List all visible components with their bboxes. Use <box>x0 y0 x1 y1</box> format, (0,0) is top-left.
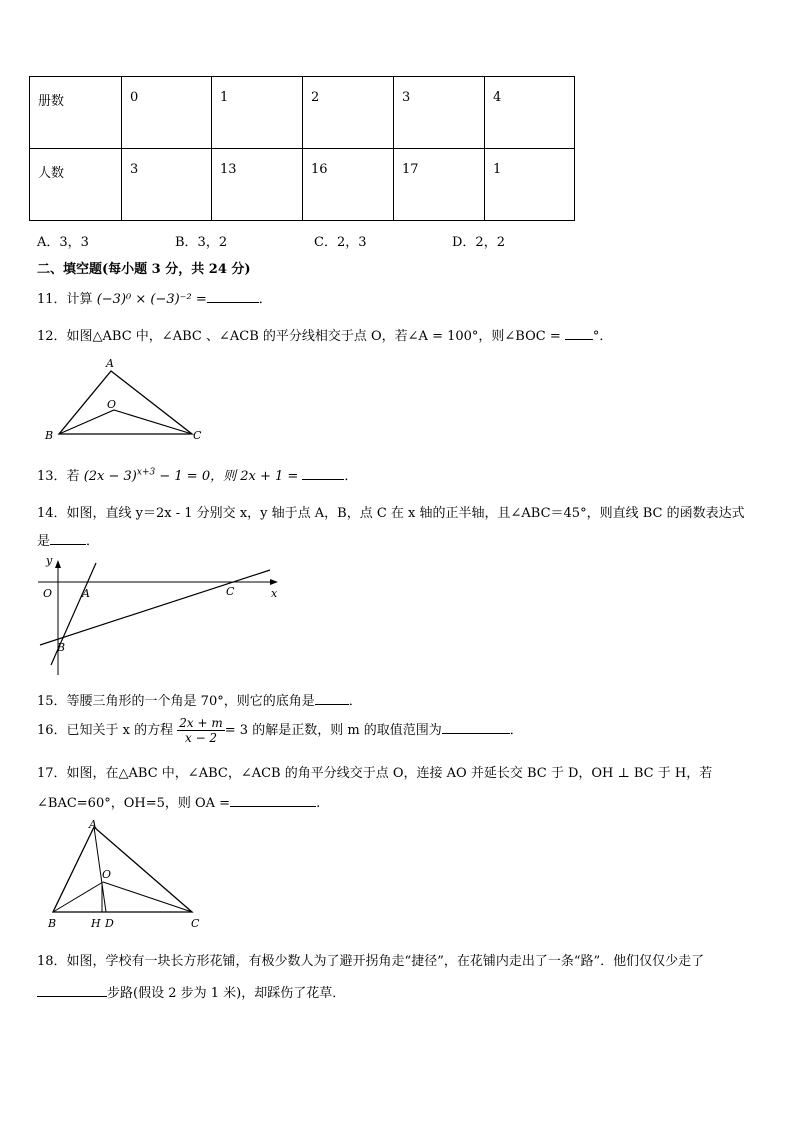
fraction-numerator: 2x + m <box>179 716 223 730</box>
label-o: O <box>107 398 117 411</box>
table-cell: 人数 <box>30 149 122 221</box>
question-number: 16． <box>37 723 67 738</box>
table-cell: 1 <box>485 149 575 221</box>
label-b: B <box>57 641 66 654</box>
math-expression: (−3)⁰ × (−3)⁻² = <box>96 292 207 307</box>
question-11 <box>37 288 272 307</box>
table-cell: 册数 <box>30 77 122 149</box>
choice-c: C．2，3 <box>314 235 367 250</box>
data-table <box>29 76 575 221</box>
question-number: 18． <box>37 954 67 969</box>
question-text: ∠BAC=60°，OH=5，则 OA = <box>37 796 231 811</box>
question-text: = 3 的解是正数，则 m 的取值范围为 <box>224 723 442 738</box>
choice-b: B．3，2 <box>175 235 228 250</box>
question-number: 15． <box>37 694 67 709</box>
label-b: B <box>45 429 54 442</box>
label-a: A <box>106 357 114 370</box>
label-c: C <box>191 917 200 930</box>
question-number: 11． <box>37 292 67 307</box>
question-14-line2 <box>37 530 99 549</box>
question-18-line2 <box>37 982 345 1001</box>
answer-blank[interactable] <box>37 996 107 997</box>
answer-blank[interactable] <box>50 544 86 545</box>
choice-d: D．2，2 <box>452 235 505 250</box>
fraction-denominator: x − 2 <box>184 731 218 745</box>
table-cell: 3 <box>394 77 485 149</box>
question-text: 如图，在△ABC 中，∠ABC，∠ACB 的角平分线交于点 O，连接 AO 并延长交 BC 于 D，OH ⊥ BC 于 H，若 <box>66 766 713 781</box>
question-punct: ． <box>509 723 523 738</box>
label-a: A <box>82 587 90 600</box>
question-13 <box>37 465 357 484</box>
question-number: 14． <box>37 506 67 521</box>
question-number: 17． <box>37 766 67 781</box>
math-exponent: x+3 <box>136 467 156 478</box>
table-cell: 2 <box>303 77 394 149</box>
question-text: 若 <box>66 469 80 484</box>
table-cell: 1 <box>212 77 303 149</box>
answer-blank[interactable] <box>302 479 344 480</box>
question-number: 13． <box>37 469 67 484</box>
question-text: 步路(假设 2 步为 1 米)，却踩伤了花草． <box>107 986 346 1001</box>
answer-blank[interactable] <box>565 339 593 340</box>
label-x: x <box>271 587 278 600</box>
math-expression: (2x − 3) <box>83 469 137 484</box>
section-title: 二、填空题(每小题 3 分，共 24 分) <box>37 262 251 277</box>
question-14 <box>37 502 745 521</box>
label-c: C <box>226 585 235 598</box>
label-o: O <box>102 868 112 881</box>
table-row <box>30 77 575 149</box>
question-punct: ． <box>258 292 272 307</box>
math-fraction <box>177 716 224 745</box>
question-15 <box>37 690 362 709</box>
table-cell: 4 <box>485 77 575 149</box>
question-17-line2 <box>37 792 320 811</box>
question-16 <box>37 716 523 745</box>
table-cell: 13 <box>212 149 303 221</box>
answer-blank[interactable] <box>315 704 349 705</box>
table-cell: 3 <box>122 149 212 221</box>
coordinate-figure-q14 <box>30 555 290 680</box>
question-punct: ． <box>348 694 362 709</box>
question-18 <box>37 950 704 969</box>
question-text: 如图，直线 y＝2x - 1 分别交 x，y 轴于点 A，B，点 C 在 x 轴的正半轴，且∠ABC＝45°，则直线 BC 的函数表达式 <box>66 506 745 521</box>
label-d: D <box>105 917 114 930</box>
question-text: 已知关于 x 的方程 <box>66 723 174 738</box>
math-expression: − 1 = 0，则 2x + 1 = <box>155 469 299 484</box>
question-17 <box>37 762 712 781</box>
triangle-figure-q17 <box>40 815 215 935</box>
choice-a: A．3，3 <box>37 235 89 250</box>
question-punct: ． <box>344 469 358 484</box>
question-text: 计算 <box>66 292 93 307</box>
label-c: C <box>193 429 202 442</box>
question-text: 等腰三角形的一个角是 70°，则它的底角是 <box>66 694 315 709</box>
table-row <box>30 149 575 221</box>
label-y: y <box>46 555 53 567</box>
table-cell: 17 <box>394 149 485 221</box>
table-cell: 0 <box>122 77 212 149</box>
label-a: A <box>89 818 97 831</box>
question-punct: . <box>316 796 321 811</box>
label-o: O <box>43 587 53 600</box>
answer-blank[interactable] <box>230 806 316 807</box>
question-text: 如图△ABC 中，∠ABC 、∠ACB 的平分线相交于点 O，若∠A = 100°，则∠BOC = <box>66 329 561 344</box>
answer-blank[interactable] <box>207 302 259 303</box>
triangle-figure-q12 <box>40 355 210 445</box>
label-h: H <box>91 917 101 930</box>
table-cell: 16 <box>303 149 394 221</box>
answer-blank[interactable] <box>442 733 510 734</box>
question-number: 12． <box>37 329 67 344</box>
label-b: B <box>48 917 57 930</box>
question-text: 是 <box>37 534 51 549</box>
question-punct: ． <box>86 534 100 549</box>
question-text: 如图，学校有一块长方形花铺，有极少数人为了避开拐角走“捷径”，在花铺内走出了一条“路”．他们仅仅少走了 <box>66 954 705 969</box>
question-12 <box>37 325 612 344</box>
question-punct: °． <box>592 329 613 344</box>
